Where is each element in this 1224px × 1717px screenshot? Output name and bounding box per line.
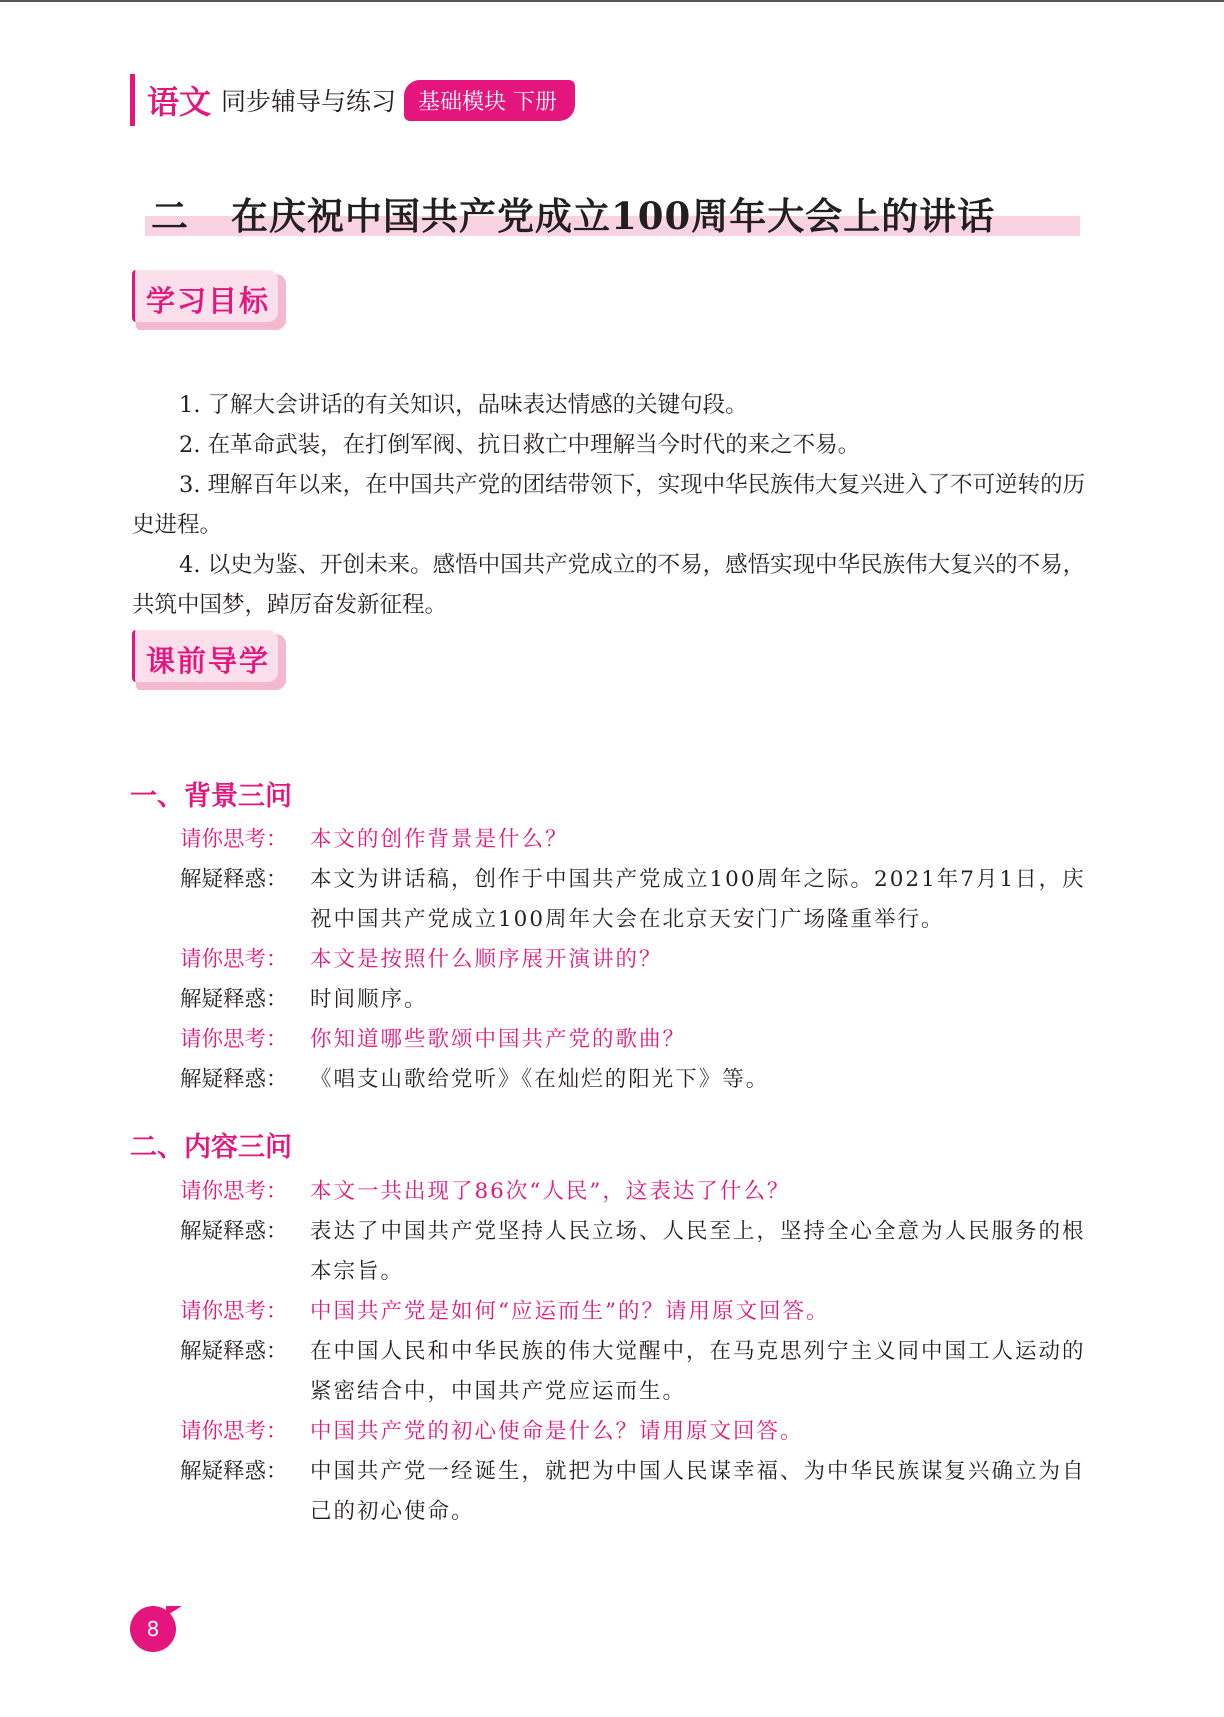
question-row	[180, 1412, 1090, 1452]
preview-tag	[132, 630, 286, 690]
answer-text: 在中国人民和中华民族的伟大觉醒中，在马克思列宁主义同中国工人运动的紧密结合中，中国共产党应运而生。	[310, 1339, 1086, 1404]
lesson-title-text: 在庆祝中国共产党成立100周年大会上的讲话	[231, 194, 996, 238]
header-series: 同步辅导与练习	[221, 87, 397, 116]
answer-text: 时间顺序。	[310, 987, 428, 1012]
question-label: 请你思考：	[180, 1179, 288, 1204]
answer-row	[180, 1332, 1090, 1412]
question-label: 请你思考：	[180, 1299, 288, 1324]
question-row	[180, 1292, 1090, 1332]
question-text: 中国共产党是如何“应运而生”的？请用原文回答。	[310, 1299, 830, 1324]
question-label: 请你思考：	[180, 827, 288, 852]
objectives-list	[132, 385, 1097, 625]
answer-text: 本文为讲话稿，创作于中国共产党成立100周年之际。2021年7月1日，庆祝中国共产党成立100周年大会在北京天安门广场隆重举行。	[310, 867, 1086, 932]
qa-block-content	[180, 1172, 1090, 1532]
answer-row	[180, 1452, 1090, 1532]
top-rule	[0, 0, 1224, 2]
question-row	[180, 1020, 1090, 1060]
question-text: 本文一共出现了86次“人民”，这表达了什么？	[310, 1179, 791, 1204]
answer-text: 中国共产党一经诞生，就把为中国人民谋幸福、为中华民族谋复兴确立为自己的初心使命。	[310, 1459, 1086, 1524]
answer-text: 表达了中国共产党坚持人民立场、人民至上，坚持全心全意为人民服务的根本宗旨。	[310, 1219, 1086, 1284]
answer-label: 解疑释惑：	[180, 867, 288, 892]
page-number: 8	[130, 1606, 176, 1652]
header-subject: 语文	[147, 83, 212, 121]
answer-row	[180, 1060, 1090, 1100]
answer-label: 解疑释惑：	[180, 1339, 288, 1364]
question-text: 你知道哪些歌颂中国共产党的歌曲？	[310, 1027, 687, 1052]
running-header	[130, 72, 575, 128]
preview-heading: 课前导学	[146, 644, 271, 678]
question-text: 中国共产党的初心使命是什么？请用原文回答。	[310, 1419, 804, 1444]
question-label: 请你思考：	[180, 947, 288, 972]
section-heading-background: 一、背景三问	[130, 781, 292, 812]
answer-row	[180, 980, 1090, 1020]
answer-label: 解疑释惑：	[180, 1219, 288, 1244]
qa-block-background	[180, 820, 1090, 1100]
question-label: 请你思考：	[180, 1027, 288, 1052]
answer-label: 解疑释惑：	[180, 987, 288, 1012]
objective-item: 1. 了解大会讲话的有关知识，品味表达情感的关键句段。	[179, 392, 748, 418]
objectives-heading: 学习目标	[146, 284, 271, 318]
objectives-tag	[132, 270, 286, 330]
answer-label: 解疑释惑：	[180, 1459, 288, 1484]
objective-item: 2. 在革命武装，在打倒军阀、抗日救亡中理解当今时代的来之不易。	[179, 432, 861, 458]
answer-row	[180, 1212, 1090, 1292]
lesson-number: 二	[151, 194, 189, 238]
answer-row	[180, 860, 1090, 940]
objective-item: 3. 理解百年以来，在中国共产党的团结带领下，实现中华民族伟大复兴进入了不可逆转的历史进程。	[132, 472, 1086, 538]
section-heading-content: 二、内容三问	[130, 1132, 292, 1163]
header-module-badge: 基础模块 下册	[404, 80, 575, 121]
objective-item: 4. 以史为鉴、开创未来。感悟中国共产党成立的不易，感悟实现中华民族伟大复兴的不易，共筑中国梦，踔厉奋发新征程。	[132, 552, 1086, 618]
question-text: 本文的创作背景是什么？	[310, 827, 569, 852]
question-text: 本文是按照什么顺序展开演讲的？	[310, 947, 663, 972]
question-row	[180, 1172, 1090, 1212]
question-row	[180, 940, 1090, 980]
lesson-title	[145, 186, 1080, 238]
question-row	[180, 820, 1090, 860]
answer-text: 《唱支山歌给党听》《在灿烂的阳光下》等。	[310, 1067, 770, 1092]
header-accent-bar	[130, 74, 135, 126]
question-label: 请你思考：	[180, 1419, 288, 1444]
answer-label: 解疑释惑：	[180, 1067, 288, 1092]
